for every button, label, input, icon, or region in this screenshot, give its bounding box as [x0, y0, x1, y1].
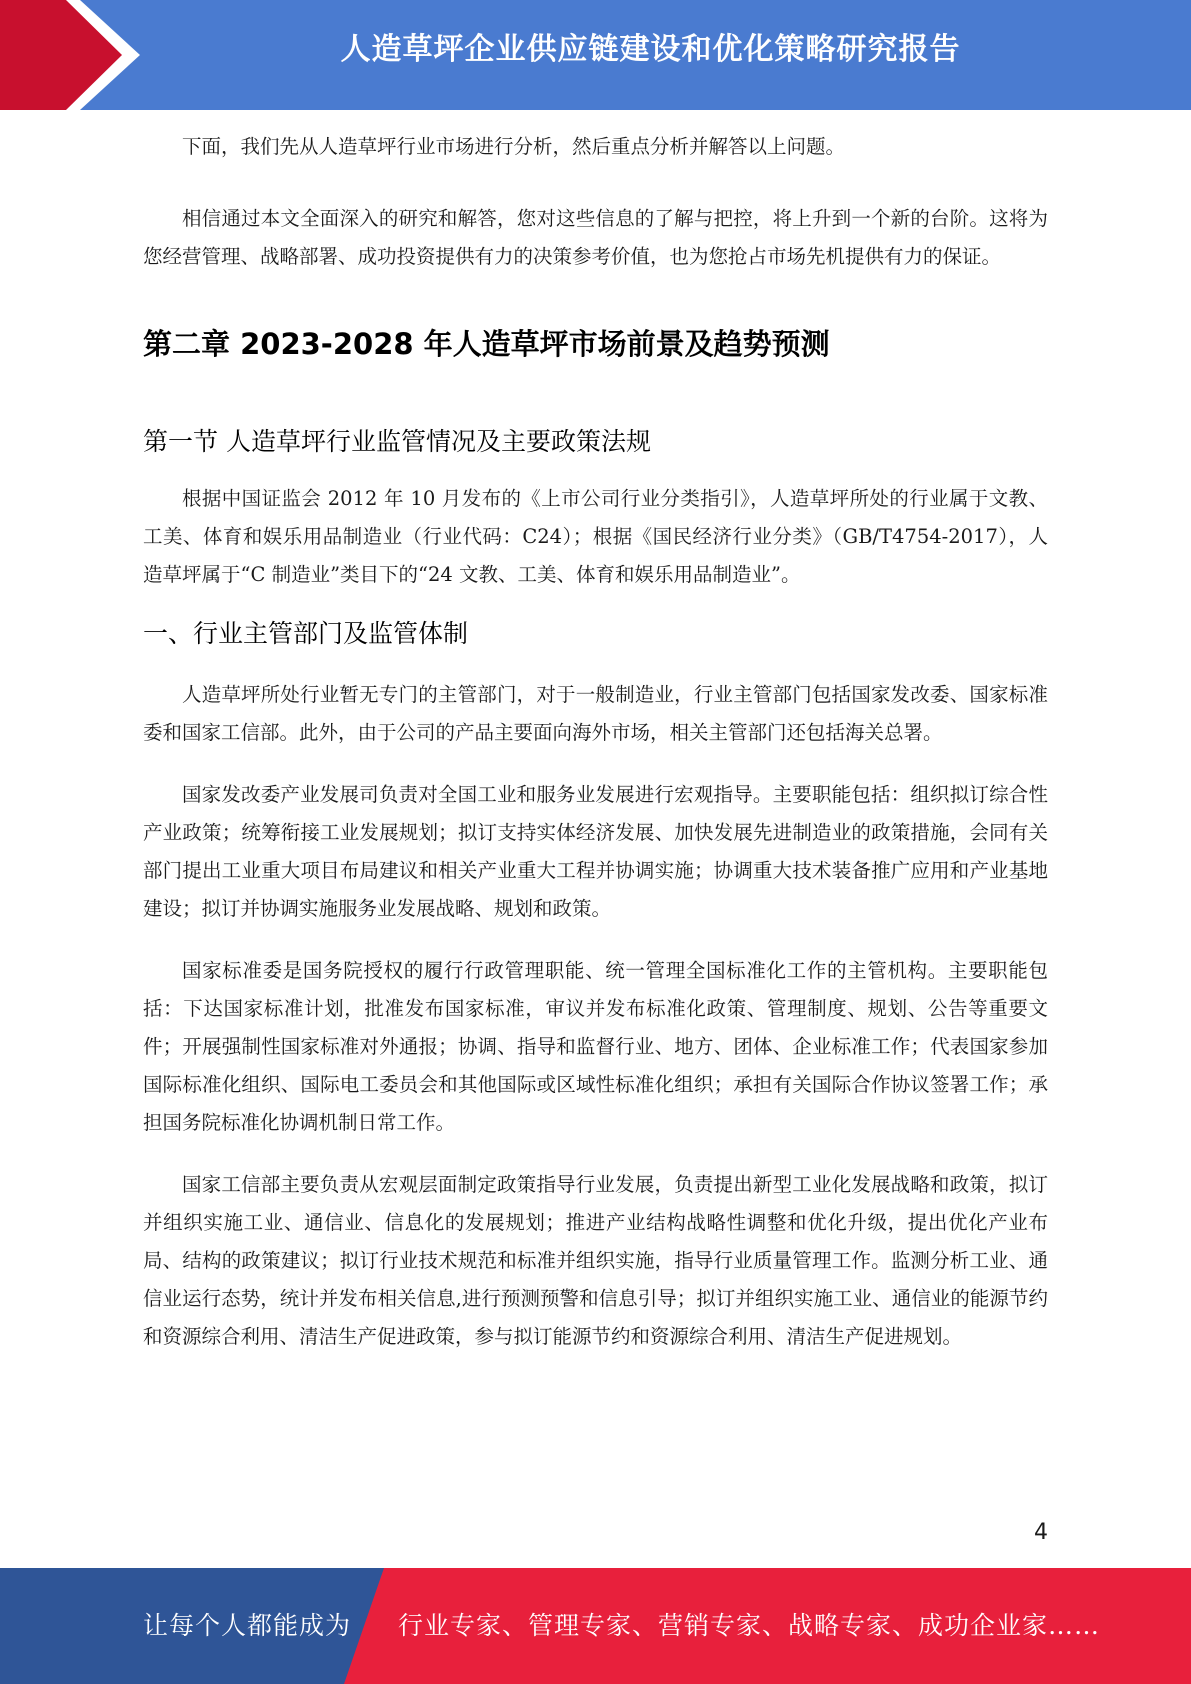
section-title: 第一节 人造草坪行业监管情况及主要政策法规 [143, 427, 651, 456]
paragraph-ndrc: 国家发改委产业发展司负责对全国工业和服务业发展进行宏观指导。主要职能包括：组织拟订综合性产业政策；统筹衔接工业发展规划；拟订支持实体经济发展、加快发展先进制造业的政策措施，会同有关部门提出工业重大项目布局建议和相关产业重大工程并协调实施；协调重大技术装备推广应用和产业基地建设；拟订并协调实施服务业发展战略、规划和政策。 [143, 783, 1048, 920]
footer-slogan-left: 让每个人都能成为 [143, 1611, 352, 1640]
document-body [143, 128, 1048, 1356]
chapter-title: 第二章 2023-2028 年人造草坪市场前景及趋势预测 [143, 327, 830, 361]
paragraph-classification: 根据中国证监会 2012 年 10 月发布的《上市公司行业分类指引》，人造草坪所处的行业属于文教、工美、体育和娱乐用品制造业（行业代码：C24）；根据《国民经济行业分类》（GB/T4754-2017），人造草坪属于“C 制造业”类目下的“24 文教、工美、体育和娱乐用品制造业”。 [143, 487, 1048, 586]
paragraph-value: 相信通过本文全面深入的研究和解答，您对这些信息的了解与把控，将上升到一个新的台阶。这将为您经营管理、战略部署、成功投资提供有力的决策参考价值，也为您抢占市场先机提供有力的保证。 [143, 207, 1048, 268]
footer-banner [0, 1568, 1191, 1684]
page-number: 4 [1034, 1520, 1048, 1545]
paragraph-intro: 下面，我们先从人造草坪行业市场进行分析，然后重点分析并解答以上问题。 [182, 135, 846, 158]
header-banner [0, 0, 1191, 110]
subsection-title: 一、行业主管部门及监管体制 [143, 619, 469, 648]
footer-slogan-right: 行业专家、管理专家、营销专家、战略专家、成功企业家…… [398, 1611, 1101, 1640]
paragraph-miit: 国家工信部主要负责从宏观层面制定政策指导行业发展，负责提出新型工业化发展战略和政策，拟订并组织实施工业、通信业、信息化的发展规划；推进产业结构战略性调整和优化升级，提出优化产业布局、结构的政策建议；拟订行业技术规范和标准并组织实施，指导行业质量管理工作。监测分析工业、通信业运行态势，统计并发布相关信息,进行预测预警和信息引导；拟订并组织实施工业、通信业的能源节约和资源综合利用、清洁生产促进政策，参与拟订能源节约和资源综合利用、清洁生产促进规划。 [143, 1173, 1048, 1348]
paragraph-sac: 国家标准委是国务院授权的履行行政管理职能、统一管理全国标准化工作的主管机构。主要职能包括：下达国家标准计划，批准发布国家标准，审议并发布标准化政策、管理制度、规划、公告等重要文件；开展强制性国家标准对外通报；协调、指导和监督行业、地方、团体、企业标准工作；代表国家参加国际标准化组织、国际电工委员会和其他国际或区域性标准化组织；承担有关国际合作协议签署工作；承担国务院标准化协调机制日常工作。 [143, 959, 1048, 1134]
report-title: 人造草坪企业供应链建设和优化策略研究报告 [340, 32, 961, 67]
paragraph-authorities: 人造草坪所处行业暂无专门的主管部门，对于一般制造业，行业主管部门包括国家发改委、国家标准委和国家工信部。此外，由于公司的产品主要面向海外市场，相关主管部门还包括海关总署。 [143, 683, 1048, 744]
